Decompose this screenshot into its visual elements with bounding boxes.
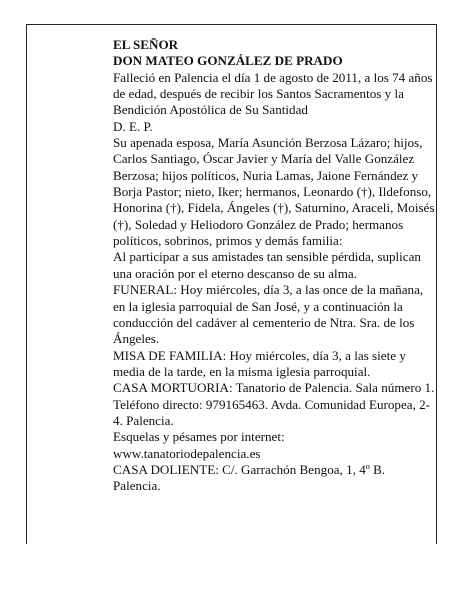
family-home-paragraph: CASA DOLIENTE: C/. Garrachón Bengoa, 1, 4º B. Palencia. [113, 461, 386, 494]
family-mass-paragraph: MISA DE FAMILIA: Hoy miércoles, día 3, a las siete y media de la tarde, en la misma iglesia parroquial. [113, 347, 406, 379]
prayer-request-paragraph: Al participar a sus amistades tan sensible pérdida, suplican una oración por el eterno descanso de su alma. [113, 249, 421, 281]
funeral-home-paragraph: CASA MORTUORIA: Tanatorio de Palencia. Sala número 1. Teléfono directo: 979165463. Avda. Comunidad Europea, 2-4. Palencia. [113, 380, 435, 428]
deceased-name: DON MATEO GONZÁLEZ DE PRADO [113, 53, 343, 69]
funeral-paragraph: FUNERAL: Hoy miércoles, día 3, a las once de la mañana, en la iglesia parroquial de San José, y a continuación la conducción del cadáver al cementerio de Ntra. Sra. de los Ángeles. [113, 282, 424, 347]
rip-line: D. E. P. [113, 118, 153, 134]
death-notice-paragraph: Falleció en Palencia el día 1 de agosto de 2011, a los 74 años de edad, después de recibir los Santos Sacramentos y la Bendición Apostólica de Su Santidad [113, 69, 433, 118]
obituary-text [113, 37, 435, 495]
family-paragraph: Su apenada esposa, María Asunción Berzosa Lázaro; hijos, Carlos Santiago, Óscar Javier y María del Valle González Berzosa; hijos políticos, Nuria Lamas, Jaione Fernández y Borja Pastor; nieto, Iker; hermanos, Leonardo (†), Ildefonso, Honorina (†), Fidela, Ángeles (†), Saturnino, Araceli, Moisés (†), Soledad y Heliodoro González de Prado; hermanos políticos, sobrinos, primos y demás familia: [113, 135, 435, 249]
internet-condolences-paragraph: Esquelas y pésames por internet: www.tanatoriodepalencia.es [113, 429, 285, 461]
heading-line-1: EL SEÑOR [113, 37, 179, 52]
